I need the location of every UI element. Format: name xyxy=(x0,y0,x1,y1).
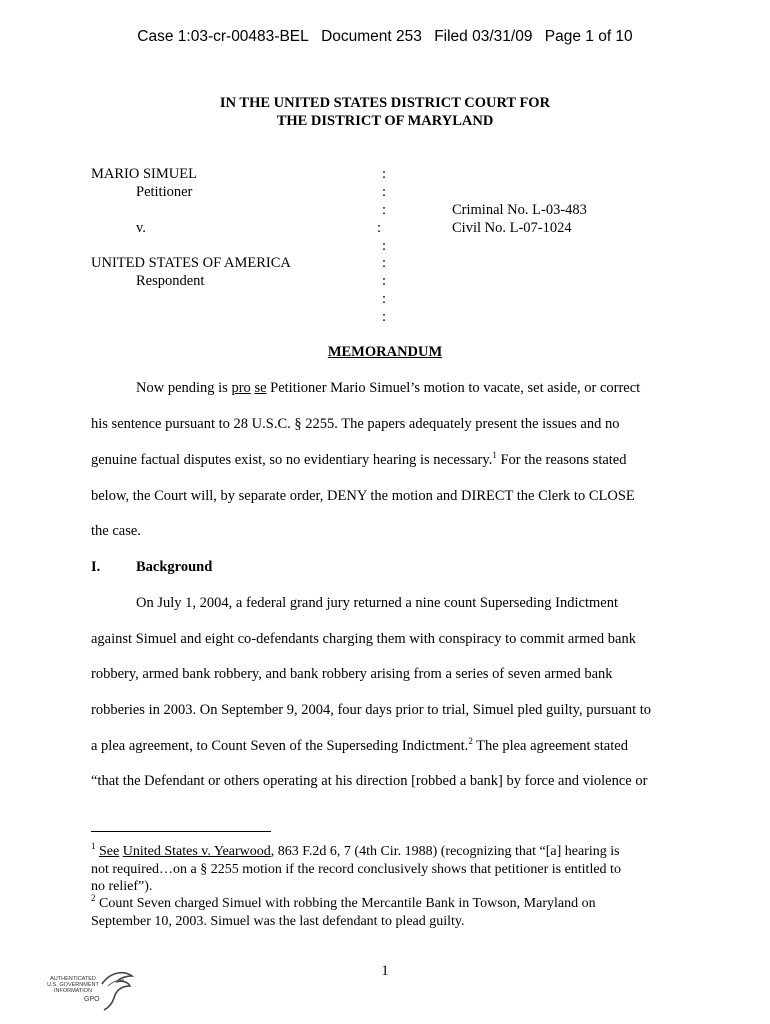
footnote-1-line-1 xyxy=(91,841,620,860)
caption-colon: : xyxy=(382,273,387,289)
intro-pro: pro xyxy=(231,380,251,396)
caption-colon: : xyxy=(377,220,382,236)
gpo-authentication-seal xyxy=(40,968,140,1014)
gpo-seal-line-3: INFORMATION xyxy=(53,988,93,994)
gpo-mark-text: GPO xyxy=(84,996,100,1003)
criminal-number: Criminal No. L-03-483 xyxy=(452,202,587,218)
footnote-see: See xyxy=(99,844,120,859)
footnote-1-line-3: no relief”). xyxy=(91,879,153,894)
versus: v. xyxy=(136,220,146,236)
footnote-separator xyxy=(91,831,271,832)
caption-colon: : xyxy=(382,309,387,325)
court-title-line-2: THE DISTRICT OF MARYLAND xyxy=(276,113,494,129)
respondent-name: UNITED STATES OF AMERICA xyxy=(91,255,291,271)
intro-line-1 xyxy=(136,380,640,397)
footnote-2-marker: 2 xyxy=(91,893,96,903)
footnote-1-marker: 1 xyxy=(91,841,96,851)
background-line-3: robbery, armed bank robbery, and bank robbery arising from a series of seven armed bank xyxy=(91,666,613,682)
caption-colon: : xyxy=(382,291,387,307)
gpo-seal-line-2: U.S. GOVERNMENT xyxy=(47,982,99,988)
background-line-4: robberies in 2003. On September 9, 2004, four days prior to trial, Simuel pled guilty, pursuant to xyxy=(91,702,652,718)
case-header xyxy=(0,28,770,46)
page-indicator: Page 1 of 10 xyxy=(544,28,633,45)
intro-line-4: below, the Court will, by separate order, DENY the motion and DIRECT the Clerk to CLOSE xyxy=(91,488,635,504)
civil-number: Civil No. L-07-1024 xyxy=(452,220,572,236)
intro-text: Petitioner Mario Simuel’s motion to vacate, set aside, or correct xyxy=(266,380,641,396)
footnote-1-line-2: not required…on a § 2255 motion if the record conclusively shows that petitioner is entitled to xyxy=(91,862,621,877)
footnote-ref-1[interactable]: 1 xyxy=(492,450,497,460)
intro-line-5: the case. xyxy=(91,523,141,539)
footnote-text: , 863 F.2d 6, 7 (4th Cir. 1988) (recognizing that “[a] hearing is xyxy=(270,844,620,859)
footnote-ref-2[interactable]: 2 xyxy=(468,736,473,746)
caption-colon: : xyxy=(382,238,387,254)
footnote-2-line-2: September 10, 2003. Simuel was the last defendant to plead guilty. xyxy=(91,914,465,929)
intro-line-2: his sentence pursuant to 28 U.S.C. § 2255. The papers adequately present the issues and no xyxy=(91,416,620,432)
petitioner-name: MARIO SIMUEL xyxy=(91,166,197,182)
intro-text: Now pending is xyxy=(136,380,232,396)
caption-colon: : xyxy=(382,166,387,182)
respondent-role: Respondent xyxy=(136,273,205,289)
background-line-2: against Simuel and eight co-defendants charging them with conspiracy to commit armed bank xyxy=(91,631,636,647)
caption-colon: : xyxy=(382,184,387,200)
document-title: MEMORANDUM xyxy=(327,344,443,360)
footnote-2-line-1 xyxy=(91,893,596,912)
background-text: a plea agreement, to Count Seven of the Superseding Indictment. xyxy=(91,738,469,754)
eagle-icon xyxy=(98,968,136,1012)
document-number: Document 253 xyxy=(321,28,422,45)
footnote-text: Count Seven charged Simuel with robbing the Mercantile Bank in Towson, Maryland on xyxy=(95,896,596,911)
background-line-1: On July 1, 2004, a federal grand jury returned a nine count Superseding Indictment xyxy=(136,595,618,611)
petitioner-role: Petitioner xyxy=(136,184,193,200)
footnote-case-name: United States v. Yearwood xyxy=(122,844,271,859)
filed-date: Filed 03/31/09 xyxy=(434,28,533,45)
caption-colon: : xyxy=(382,202,387,218)
background-text: The plea agreement stated xyxy=(472,738,628,754)
intro-line-3 xyxy=(91,452,627,469)
page-number: 1 xyxy=(381,963,389,979)
background-line-6: “that the Defendant or others operating at his direction [robbed a bank] by force and violence or xyxy=(91,773,648,789)
intro-text: For the reasons stated xyxy=(496,452,627,468)
intro-text: genuine factual disputes exist, so no evidentiary hearing is necessary. xyxy=(91,452,493,468)
section-heading: Background xyxy=(136,559,213,575)
case-number: Case 1:03-cr-00483-BEL xyxy=(137,28,309,45)
section-number: I. xyxy=(91,559,101,575)
gpo-seal-line-1: AUTHENTICATED xyxy=(50,976,96,982)
background-line-5 xyxy=(91,738,628,755)
caption-colon: : xyxy=(382,255,387,271)
court-title-line-1: IN THE UNITED STATES DISTRICT COURT FOR xyxy=(219,95,551,111)
intro-se: se xyxy=(254,380,267,396)
